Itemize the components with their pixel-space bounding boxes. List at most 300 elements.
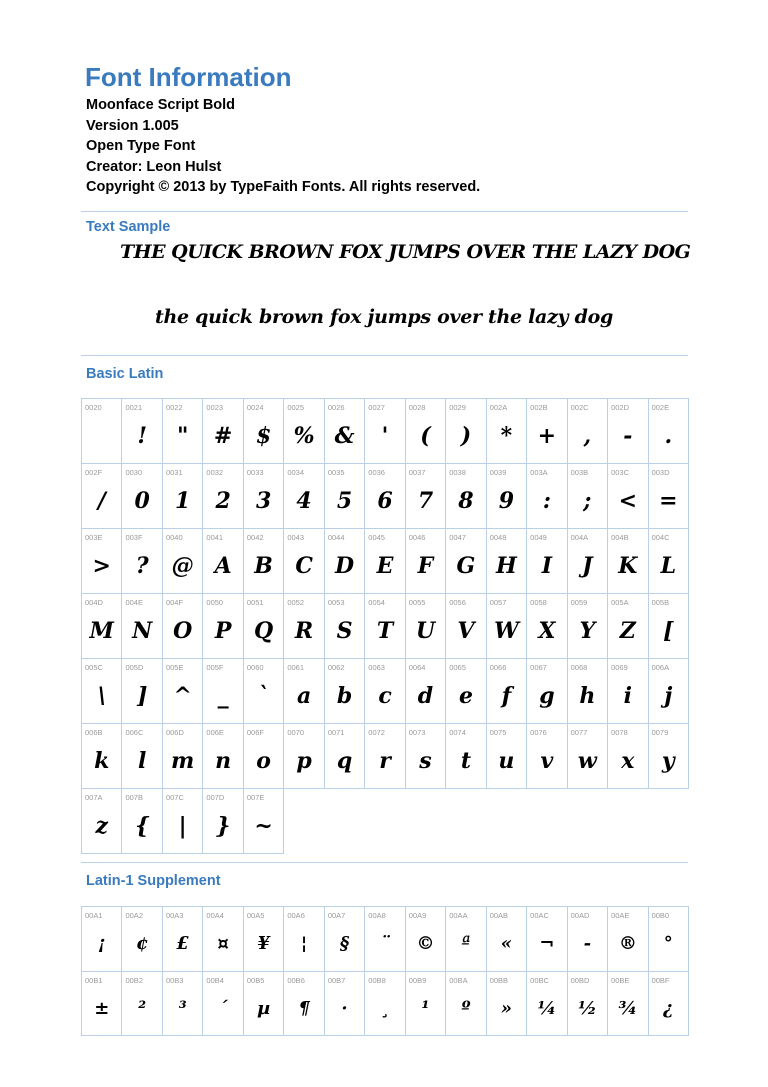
glyph: K — [618, 553, 638, 579]
glyph-cell — [365, 399, 405, 464]
glyph-cell — [325, 724, 365, 789]
glyph-cell — [163, 907, 203, 972]
glyph: 7 — [417, 488, 434, 514]
glyph: Q — [254, 618, 274, 644]
codepoint-label: 00B4 — [206, 975, 224, 985]
glyph-cell — [82, 972, 122, 1037]
codepoint-label: 0044 — [327, 533, 345, 542]
codepoint-label: 005D — [125, 663, 144, 672]
glyph-cell — [487, 972, 527, 1037]
glyph: x — [621, 748, 635, 774]
glyph: 0 — [134, 488, 150, 514]
glyph: E — [376, 553, 394, 579]
glyph-cell — [446, 594, 486, 659]
glyph: W — [494, 618, 519, 644]
glyph-cell — [608, 464, 648, 529]
glyph-cell — [203, 789, 243, 854]
glyph-cell — [325, 659, 365, 724]
codepoint-label: 002F — [85, 468, 103, 477]
glyph: " — [176, 423, 189, 449]
glyph: D — [335, 553, 355, 579]
glyph: ¬ — [539, 933, 555, 954]
codepoint-label: 0050 — [206, 598, 224, 607]
glyph-cell — [446, 724, 486, 789]
glyph-cell — [649, 907, 689, 972]
codepoint-label: 00AB — [489, 911, 509, 920]
glyph: µ — [257, 997, 271, 1019]
glyph: : — [542, 488, 551, 514]
glyph: R — [294, 618, 314, 644]
glyph-cell — [163, 972, 203, 1037]
glyph-cell — [203, 464, 243, 529]
codepoint-label: 0069 — [611, 663, 628, 672]
glyph-cell — [163, 529, 203, 594]
codepoint-label: 0066 — [489, 663, 507, 672]
glyph: ` — [258, 683, 270, 709]
glyph-cell — [203, 972, 243, 1037]
glyph: . — [664, 423, 673, 449]
glyph-cell — [365, 594, 405, 659]
codepoint-label: 00BB — [489, 975, 509, 985]
codepoint-label: 00A5 — [246, 911, 265, 920]
font-version: Version 1.005 — [86, 117, 179, 134]
glyph: g — [539, 683, 555, 709]
glyph-cell — [406, 972, 446, 1037]
glyph-cell — [163, 464, 203, 529]
glyph: U — [415, 618, 436, 644]
glyph-cell — [325, 464, 365, 529]
glyph-cell — [649, 594, 689, 659]
glyph-cell — [406, 907, 446, 972]
glyph-cell — [365, 972, 405, 1037]
glyph-cell — [649, 659, 689, 724]
glyph: $ — [255, 423, 272, 449]
codepoint-label: 0078 — [611, 728, 628, 737]
codepoint-label: 005E — [165, 663, 184, 672]
glyph-cell — [487, 724, 527, 789]
glyph: ± — [94, 997, 110, 1019]
codepoint-label: 002D — [611, 403, 630, 412]
glyph: \ — [97, 683, 106, 709]
glyph: , — [583, 423, 592, 449]
glyph-cell — [203, 529, 243, 594]
glyph-cell — [244, 529, 284, 594]
glyph-cell — [649, 972, 689, 1037]
glyph: @ — [171, 553, 194, 579]
codepoint-label: 003A — [530, 468, 548, 477]
codepoint-label: 00B7 — [327, 975, 346, 985]
codepoint-label: 007C — [165, 793, 184, 802]
glyph-cell — [244, 399, 284, 464]
glyph: [ — [663, 618, 674, 644]
glyph: ® — [618, 933, 637, 954]
glyph-cell — [244, 464, 284, 529]
glyph: ^ — [173, 683, 192, 709]
codepoint-label: 005C — [85, 663, 103, 672]
glyph-cell — [446, 399, 486, 464]
font-creator: Creator: Leon Hulst — [86, 158, 222, 175]
codepoint-label: 007D — [206, 793, 225, 802]
glyph: s — [419, 748, 432, 774]
codepoint-label: 00A7 — [327, 911, 346, 920]
glyph-cell — [487, 464, 527, 529]
glyph: _ — [217, 683, 229, 709]
glyph-cell — [446, 659, 486, 724]
glyph-cell — [122, 594, 162, 659]
glyph: ¼ — [537, 997, 557, 1019]
codepoint-label: 00BC — [530, 975, 549, 985]
codepoint-label: 0028 — [408, 403, 426, 412]
codepoint-label: 0043 — [287, 533, 305, 542]
glyph: r — [379, 748, 391, 774]
glyph-cell — [365, 907, 405, 972]
glyph-cell — [608, 907, 648, 972]
glyph: 8 — [458, 488, 474, 514]
glyph: J — [582, 553, 593, 579]
glyph-cell — [608, 659, 648, 724]
glyph-cell — [608, 399, 648, 464]
glyph: z — [95, 813, 108, 839]
glyph-cell — [406, 399, 446, 464]
glyph: ) — [460, 423, 472, 449]
sample-lowercase: the quick brown fox jumps over the lazy dog — [155, 306, 613, 328]
codepoint-label: 0020 — [85, 403, 102, 412]
glyph: ½ — [577, 997, 597, 1019]
codepoint-label: 00A4 — [206, 911, 224, 920]
glyph: C — [295, 553, 313, 579]
glyph: > — [92, 553, 111, 579]
codepoint-label: 006D — [165, 728, 184, 737]
glyph-cell — [163, 659, 203, 724]
glyph-cell — [284, 972, 324, 1037]
glyph: ! — [137, 423, 148, 449]
glyph-cell — [487, 594, 527, 659]
glyph-cell — [527, 724, 567, 789]
glyph-cell — [487, 399, 527, 464]
codepoint-label: 007E — [246, 793, 265, 802]
glyph-cell — [325, 907, 365, 972]
codepoint-label: 0036 — [368, 468, 385, 477]
glyph-cell — [82, 907, 122, 972]
codepoint-label: 00A1 — [85, 911, 103, 920]
latin1-grid — [81, 906, 689, 1036]
glyph-cell — [284, 399, 324, 464]
glyph-cell — [406, 594, 446, 659]
glyph-cell — [82, 724, 122, 789]
glyph: P — [214, 618, 232, 644]
codepoint-label: 007A — [85, 793, 103, 802]
glyph: ; — [583, 488, 592, 514]
codepoint-label: 0048 — [489, 533, 507, 542]
codepoint-label: 00B9 — [408, 975, 427, 985]
glyph: N — [132, 618, 153, 644]
glyph-cell — [365, 529, 405, 594]
codepoint-label: 00A9 — [408, 911, 427, 920]
codepoint-label: 004B — [611, 533, 629, 542]
codepoint-label: 0056 — [449, 598, 466, 607]
glyph: I — [541, 553, 553, 579]
codepoint-label: 0067 — [530, 663, 547, 672]
glyph-cell — [325, 972, 365, 1037]
glyph-cell — [568, 972, 608, 1037]
glyph-cell — [122, 464, 162, 529]
glyph: 4 — [296, 488, 312, 514]
codepoint-label: 0059 — [570, 598, 588, 607]
latin1-heading: Latin-1 Supplement — [86, 873, 221, 889]
glyph: ³ — [178, 997, 187, 1019]
glyph: 1 — [175, 488, 191, 514]
glyph: = — [659, 488, 678, 514]
glyph: ¶ — [298, 997, 310, 1019]
codepoint-label: 00BF — [651, 975, 670, 985]
glyph-cell — [82, 464, 122, 529]
codepoint-label: 00A6 — [287, 911, 305, 920]
codepoint-label: 0025 — [287, 403, 305, 412]
codepoint-label: 0057 — [489, 598, 507, 607]
basic-latin-grid — [81, 398, 689, 854]
codepoint-label: 002E — [651, 403, 670, 412]
glyph: y — [661, 748, 675, 774]
glyph-cell — [163, 594, 203, 659]
glyph: i — [623, 683, 632, 709]
sample-uppercase: THE QUICK BROWN FOX JUMPS OVER THE LAZY DOG — [120, 241, 691, 263]
glyph-cell — [244, 724, 284, 789]
codepoint-label: 006B — [85, 728, 103, 737]
glyph-cell — [649, 464, 689, 529]
codepoint-label: 00B3 — [165, 975, 184, 985]
glyph: u — [498, 748, 515, 774]
glyph-cell — [284, 464, 324, 529]
codepoint-label: 003F — [125, 533, 143, 542]
glyph: £ — [176, 933, 189, 954]
codepoint-label: 00BA — [449, 975, 468, 985]
glyph-cell — [446, 972, 486, 1037]
codepoint-label: 0047 — [449, 533, 466, 542]
glyph-cell — [365, 659, 405, 724]
codepoint-label: 0064 — [408, 663, 426, 672]
glyph-cell — [325, 594, 365, 659]
codepoint-label: 003C — [611, 468, 630, 477]
glyph-cell — [568, 399, 608, 464]
glyph-cell — [284, 724, 324, 789]
glyph-cell — [487, 529, 527, 594]
glyph: Z — [619, 618, 636, 644]
glyph: ¡ — [97, 933, 106, 954]
glyph-cell — [568, 464, 608, 529]
glyph: ¹ — [421, 997, 430, 1019]
glyph: « — [500, 933, 513, 954]
glyph-cell — [203, 399, 243, 464]
codepoint-label: 004E — [125, 598, 143, 607]
codepoint-label: 006F — [246, 728, 264, 737]
glyph: t — [460, 748, 472, 774]
glyph-cell — [244, 789, 284, 854]
glyph-cell — [365, 464, 405, 529]
glyph-cell — [122, 659, 162, 724]
codepoint-label: 0027 — [368, 403, 385, 412]
glyph: n — [215, 748, 232, 774]
glyph-cell — [122, 972, 162, 1037]
codepoint-label: 0034 — [287, 468, 305, 477]
codepoint-label: 00A2 — [125, 911, 143, 920]
glyph: º — [461, 997, 471, 1019]
glyph: H — [496, 553, 517, 579]
codepoint-label: 003B — [570, 468, 589, 477]
codepoint-label: 00B5 — [246, 975, 265, 985]
glyph: ¨ — [380, 933, 390, 954]
glyph-cell — [649, 724, 689, 789]
glyph-cell — [82, 594, 122, 659]
glyph-cell — [122, 907, 162, 972]
glyph-cell — [568, 907, 608, 972]
glyph-cell — [487, 659, 527, 724]
glyph: 5 — [336, 488, 353, 514]
codepoint-label: 0032 — [206, 468, 224, 477]
codepoint-label: 003E — [85, 533, 103, 542]
codepoint-label: 0060 — [246, 663, 264, 672]
glyph-cell — [406, 659, 446, 724]
codepoint-label: 00B1 — [85, 975, 103, 985]
glyph-cell — [608, 972, 648, 1037]
glyph-cell — [244, 659, 284, 724]
glyph: ² — [138, 997, 147, 1019]
divider — [81, 211, 688, 212]
codepoint-label: 0035 — [327, 468, 345, 477]
glyph: q — [336, 748, 353, 774]
glyph: a — [296, 683, 312, 709]
glyph: o — [256, 748, 271, 774]
codepoint-label: 002C — [570, 403, 589, 412]
codepoint-label: 006A — [651, 663, 670, 672]
glyph: T — [376, 618, 394, 644]
glyph: B — [254, 553, 273, 579]
codepoint-label: 00B0 — [651, 911, 670, 920]
codepoint-label: 0045 — [368, 533, 385, 542]
glyph: / — [97, 488, 106, 514]
glyph: X — [538, 618, 556, 644]
glyph: S — [336, 618, 353, 644]
codepoint-label: 0070 — [287, 728, 305, 737]
glyph-cell — [163, 724, 203, 789]
codepoint-label: 0042 — [246, 533, 264, 542]
codepoint-label: 00AC — [530, 911, 549, 920]
codepoint-label: 005B — [651, 598, 670, 607]
codepoint-label: 0068 — [570, 663, 588, 672]
glyph-cell — [284, 907, 324, 972]
glyph-cell — [365, 724, 405, 789]
glyph: k — [94, 748, 110, 774]
glyph-cell — [568, 529, 608, 594]
glyph-cell — [527, 399, 567, 464]
glyph: § — [339, 933, 350, 954]
glyph: j — [664, 683, 673, 709]
codepoint-label: 006C — [125, 728, 144, 737]
glyph-cell — [163, 399, 203, 464]
codepoint-label: 0022 — [165, 403, 183, 412]
codepoint-label: 00BD — [570, 975, 590, 985]
glyph-cell — [203, 907, 243, 972]
glyph-cell — [608, 529, 648, 594]
codepoint-label: 002B — [530, 403, 548, 412]
glyph: ¦ — [300, 933, 308, 954]
codepoint-label: 004F — [165, 598, 184, 607]
glyph: # — [213, 423, 233, 449]
glyph-cell — [82, 529, 122, 594]
codepoint-label: 0053 — [327, 598, 345, 607]
codepoint-label: 003D — [651, 468, 670, 477]
glyph-cell — [203, 594, 243, 659]
glyph: ] — [136, 683, 148, 709]
glyph: + — [537, 423, 557, 449]
glyph: O — [173, 618, 193, 644]
divider — [81, 355, 688, 356]
codepoint-label: 002A — [489, 403, 508, 412]
glyph-cell — [82, 659, 122, 724]
codepoint-label: 0076 — [530, 728, 547, 737]
glyph-cell — [527, 907, 567, 972]
codepoint-label: 0074 — [449, 728, 466, 737]
glyph: ¤ — [217, 933, 229, 954]
codepoint-label: 00A3 — [165, 911, 184, 920]
codepoint-label: 00AE — [611, 911, 630, 920]
glyph-cell — [203, 659, 243, 724]
codepoint-label: 00B6 — [287, 975, 305, 985]
glyph: ¸ — [380, 997, 390, 1019]
glyph-cell — [446, 907, 486, 972]
glyph: ( — [420, 423, 431, 449]
glyph: » — [500, 997, 513, 1019]
glyph: b — [336, 683, 353, 709]
codepoint-label: 00B2 — [125, 975, 143, 985]
glyph: c — [378, 683, 392, 709]
page-title: Font Information — [85, 62, 292, 92]
glyph: v — [540, 748, 554, 774]
glyph-cell — [446, 464, 486, 529]
font-type: Open Type Font — [86, 138, 196, 154]
codepoint-label: 0024 — [246, 403, 264, 412]
divider — [81, 862, 688, 863]
glyph-cell — [527, 594, 567, 659]
font-name: Moonface Script Bold — [86, 97, 236, 113]
codepoint-label: 0072 — [368, 728, 385, 737]
codepoint-label: 0075 — [489, 728, 507, 737]
font-copyright: Copyright © 2013 by TypeFaith Fonts. All rights reserved. — [86, 179, 481, 195]
codepoint-label: 0031 — [165, 468, 183, 477]
codepoint-label: 00AA — [449, 911, 468, 920]
codepoint-label: 0073 — [408, 728, 426, 737]
codepoint-label: 0063 — [368, 663, 385, 672]
glyph-cell — [244, 594, 284, 659]
glyph-cell — [568, 594, 608, 659]
glyph: G — [456, 553, 476, 579]
glyph: ? — [135, 553, 149, 579]
codepoint-label: 007B — [125, 793, 143, 802]
codepoint-label: 00A8 — [368, 911, 386, 920]
codepoint-label: 0038 — [449, 468, 466, 477]
glyph-cell — [527, 529, 567, 594]
codepoint-label: 0033 — [246, 468, 264, 477]
glyph: 9 — [498, 488, 515, 514]
codepoint-label: 00AD — [570, 911, 590, 920]
text-sample-heading: Text Sample — [86, 219, 171, 235]
glyph-cell — [122, 399, 162, 464]
codepoint-label: 0061 — [287, 663, 305, 672]
codepoint-label: 004C — [651, 533, 670, 542]
glyph: ~ — [254, 813, 273, 839]
basic-latin-heading: Basic Latin — [86, 366, 164, 382]
glyph: L — [660, 553, 677, 579]
glyph-cell — [284, 529, 324, 594]
